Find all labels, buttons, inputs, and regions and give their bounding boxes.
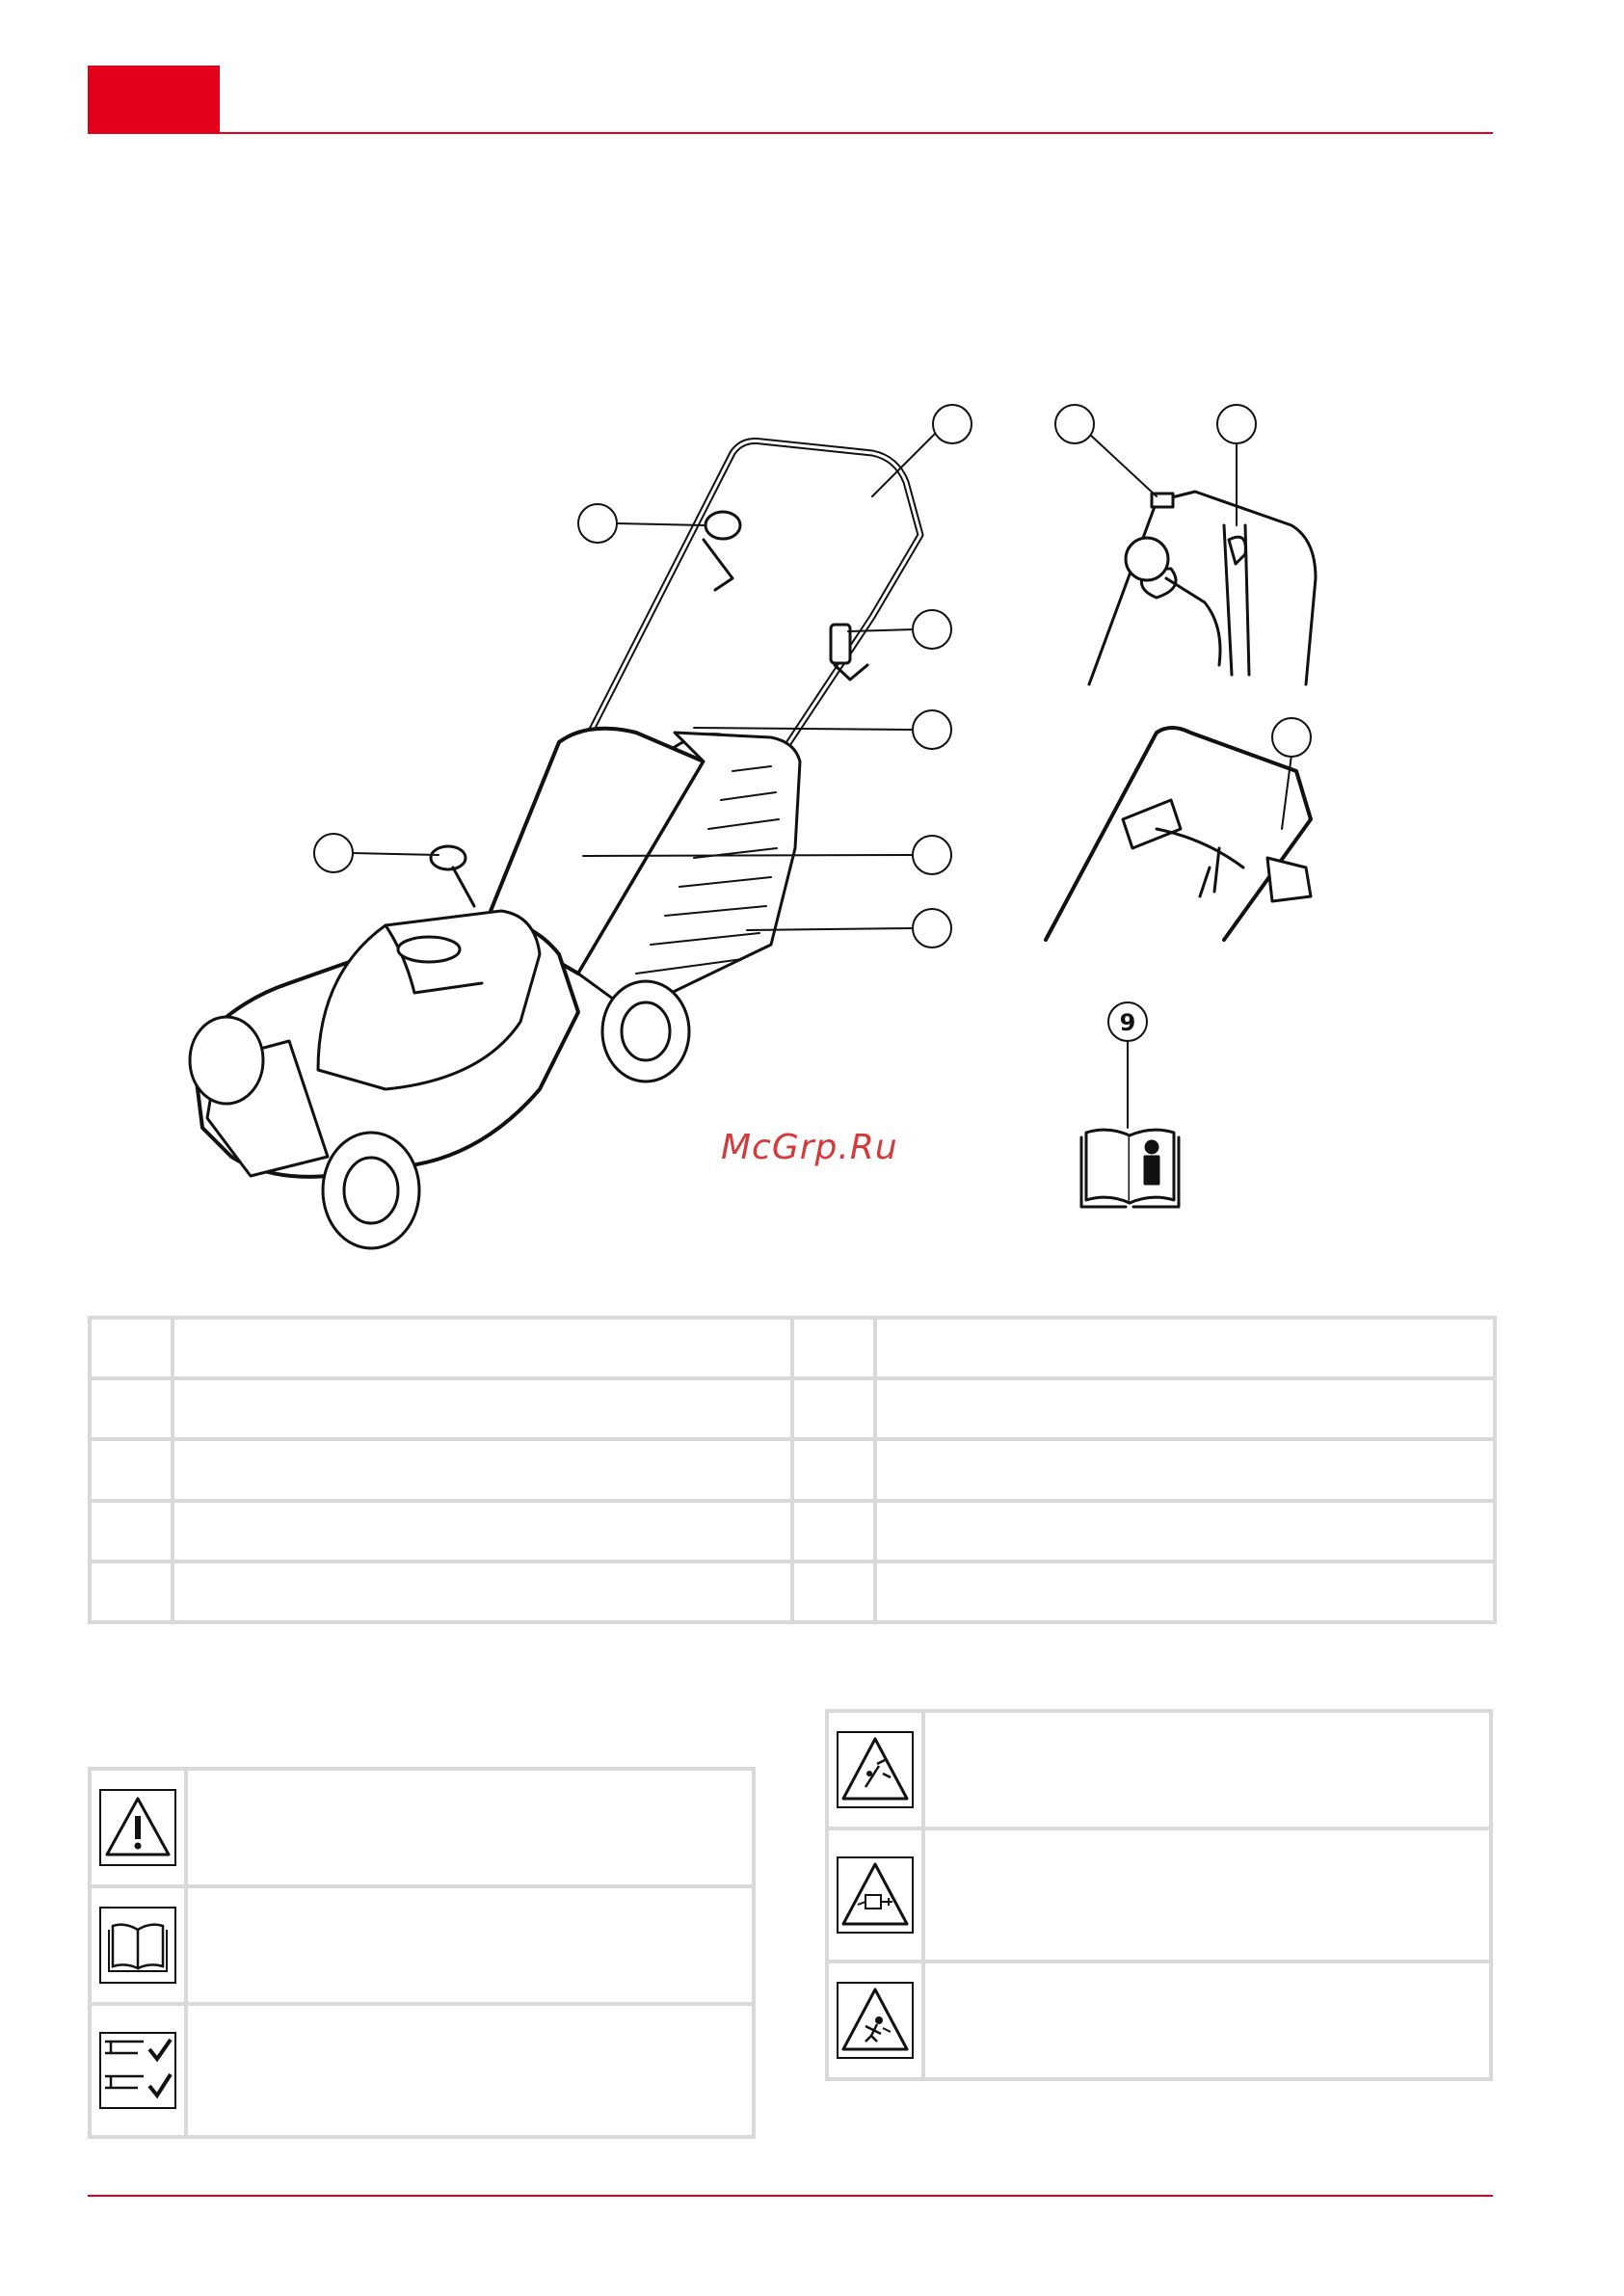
part-number	[792, 1378, 875, 1439]
part-description	[173, 1318, 792, 1378]
part-description	[173, 1439, 792, 1500]
symbol-description	[186, 1886, 754, 2004]
symbol-row	[90, 1886, 754, 2004]
part-number	[90, 1562, 173, 1622]
part-number	[90, 1501, 173, 1562]
part-description	[875, 1318, 1495, 1378]
part-number	[90, 1318, 173, 1378]
part-description	[875, 1562, 1495, 1622]
table-row	[90, 1318, 1495, 1378]
warning-triangle-icon	[99, 1789, 176, 1866]
symbols-table-right	[825, 1709, 1493, 2081]
part-number	[792, 1501, 875, 1562]
table-row	[90, 1378, 1495, 1439]
callout-number-9: 9	[1119, 1009, 1136, 1036]
part-description	[173, 1562, 792, 1622]
symbol-description	[923, 1829, 1491, 1962]
symbol-description	[923, 1962, 1491, 2079]
part-description	[875, 1501, 1495, 1562]
disposal-check-icon	[99, 2032, 176, 2109]
symbol-row	[827, 1829, 1491, 1962]
symbol-row	[90, 2004, 754, 2137]
unplug-before-maintenance-icon	[837, 1856, 914, 1934]
header-rule	[88, 132, 1493, 134]
watermark: McGrp.Ru	[721, 1128, 898, 1167]
symbol-description	[923, 1711, 1491, 1829]
symbol-row	[827, 1962, 1491, 2079]
part-description	[173, 1501, 792, 1562]
symbol-description	[186, 2004, 754, 2137]
read-manual-icon	[99, 1907, 176, 1984]
part-number	[792, 1439, 875, 1500]
header-red-block	[88, 66, 220, 133]
footer-rule	[88, 2195, 1493, 2197]
part-description	[875, 1378, 1495, 1439]
part-number	[90, 1439, 173, 1500]
blade-injury-warning-icon	[837, 1982, 914, 2059]
table-row	[90, 1501, 1495, 1562]
symbol-row	[90, 1769, 754, 1886]
symbol-description	[186, 1769, 754, 1886]
parts-table	[88, 1316, 1497, 1624]
part-number	[792, 1318, 875, 1378]
part-number	[792, 1562, 875, 1622]
table-row	[90, 1439, 1495, 1500]
part-description	[875, 1439, 1495, 1500]
flying-objects-warning-icon	[837, 1731, 914, 1808]
table-row	[90, 1562, 1495, 1622]
symbols-table-left	[88, 1767, 756, 2139]
part-number	[90, 1378, 173, 1439]
part-description	[173, 1378, 792, 1439]
symbol-row	[827, 1711, 1491, 1829]
